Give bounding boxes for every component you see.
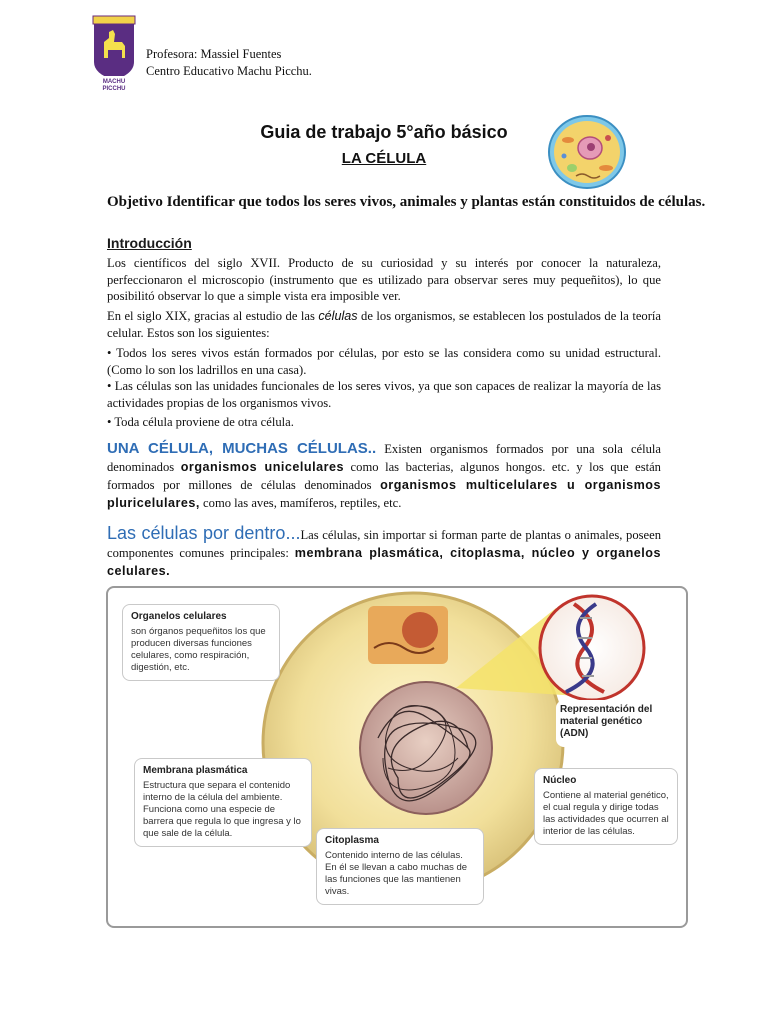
school-logo <box>92 14 136 90</box>
bullet-2: • Las células son las unidades funcionales de los seres vivos, ya que son capaces de realizar la mayoría de las actividades propias de los organismos vivos. <box>107 379 661 410</box>
bullet-3: • Toda célula proviene de otra célula. <box>107 415 294 429</box>
page-subtitle: LA CÉLULA <box>341 150 427 167</box>
section-inside <box>107 524 661 580</box>
intro-paragraph-2 <box>107 308 661 341</box>
teacher-name: Profesora: Massiel Fuentes <box>146 47 282 61</box>
label-adn-title: Representación del material genético (ADN) <box>560 704 653 739</box>
section2-bold-2: organismos multicelulares u organismos pluricelulares, <box>107 478 661 510</box>
section2-heading: UNA CÉLULA, MUCHAS CÉLULAS.. <box>107 440 377 457</box>
section3-text-1: Las células, sin importar si forman parte de plantas o animales, poseen componentes comunes principales: <box>107 528 661 560</box>
intro-heading: Introducción <box>107 235 192 251</box>
label-nucleo-text: Contiene al material genético, el cual regula y dirige todas las actividades que ocurren al interior de las células. <box>543 790 669 837</box>
label-membrana <box>134 758 312 847</box>
label-organelos-text: son órganos pequeñitos los que producen diversas funciones celulares, como respiración, digestión, etc. <box>131 626 266 673</box>
school-name: Centro Educativo Machu Picchu. <box>146 64 312 78</box>
intro-p2-start: En el siglo XIX, gracias al estudio de las <box>107 309 319 323</box>
intro-p2-italic: células <box>318 309 358 323</box>
label-membrana-title: Membrana plasmática <box>143 765 248 776</box>
label-nucleo <box>534 768 678 845</box>
section2-bold-1: organismos unicelulares <box>180 460 344 474</box>
svg-text:MACHU: MACHU <box>102 79 126 85</box>
section3-bold-1: membrana plasmática, citoplasma, núcleo y organelos celulares. <box>107 546 661 578</box>
label-adn <box>556 700 674 747</box>
label-organelos <box>122 604 280 681</box>
page-title: Guia de trabajo 5°año básico <box>260 122 508 142</box>
svg-text:PICCHU: PICCHU <box>102 86 126 90</box>
section2-text-1: Existen organismos formados por una sola célula denominados <box>107 442 662 474</box>
section2-text-2: como las bacterias, algunos hongos. etc. y los que están formados por millones de células denominados <box>107 460 661 492</box>
section3-heading: Las células por dentro... <box>107 523 301 543</box>
intro-p2-end: de los organismos, se establecen los postulados de la teoría celular. Estos son los siguientes: <box>107 309 661 340</box>
label-membrana-text: Estructura que separa el contenido interno de la célula del ambiente. Funciona como una especie de barrera que regula lo que ingresa y lo que sale de la célula. <box>143 780 301 839</box>
label-citoplasma-text: Contenido interno de las células. En él se llevan a cabo muchas de las funciones que las mantienen vivas. <box>325 850 468 897</box>
intro-paragraph-1: Los científicos del siglo XVII. Producto de su curiosidad y su interés por conocer la naturaleza, perfeccionaron el microscopio (instrumento que es utilizado para observar seres muy pequeñitos), lo que posibilitó observar lo que a simple vista era imposible ver. <box>107 256 661 303</box>
objective-text: Identificar que todos los seres vivos, animales y plantas están constituidos de células. <box>162 194 706 210</box>
cell-diagram <box>106 586 688 928</box>
objective-label: Objetivo <box>107 194 163 210</box>
label-citoplasma <box>316 828 484 905</box>
section2-text-3: como las aves, mamíferos, reptiles, etc. <box>199 496 402 510</box>
objective <box>107 194 707 211</box>
section-unicelular <box>107 440 661 512</box>
label-citoplasma-title: Citoplasma <box>325 835 379 846</box>
label-nucleo-title: Núcleo <box>543 775 577 786</box>
label-organelos-title: Organelos celulares <box>131 611 227 622</box>
cell-illustration-icon <box>546 110 628 192</box>
bullet-1: • Todos los seres vivos están formados por células, por esto se las considera como su unidad estructural. (Como lo son los ladrillos en una casa). <box>107 346 661 377</box>
